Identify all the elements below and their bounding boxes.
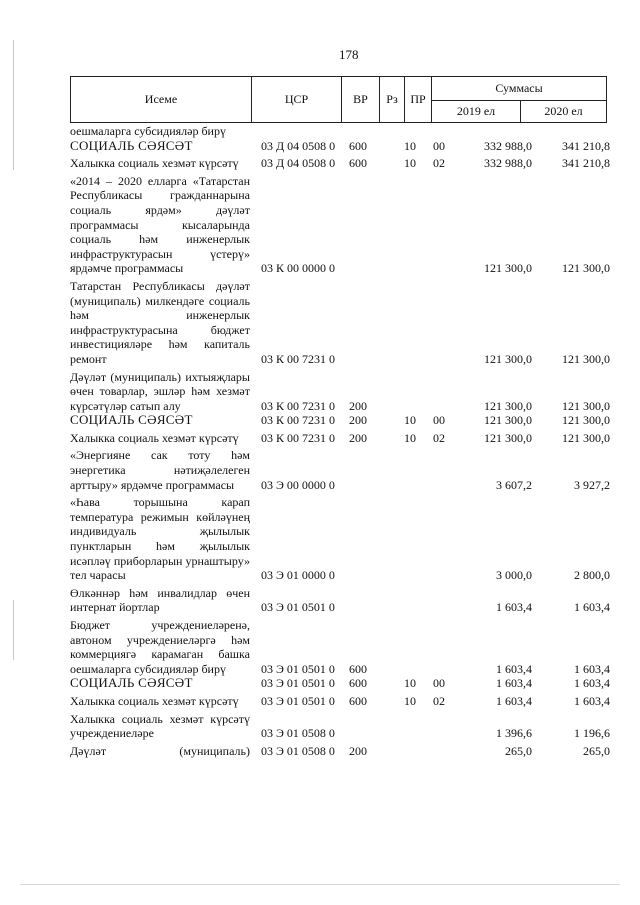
row-rz: 10 (404, 138, 416, 153)
row-name: Татарстан Республикасы дәүләт (муниципаль) милкендәге социаль һәм инженерлык инфраструктурасына бюджет инвестицияләре һәм капиталь ремонт (70, 278, 250, 366)
row-sum-2020: 341 210,8 (562, 156, 610, 171)
row-pr: 00 (433, 413, 445, 428)
row-csr: 03 Э 01 0508 0 (261, 726, 335, 741)
table-row (70, 431, 610, 446)
row-csr: 03 К 00 0000 0 (261, 261, 336, 276)
row-sum-2020: 1 603,4 (574, 661, 610, 676)
row-sum-2019: 1 603,4 (496, 661, 532, 676)
row-vr: 200 (349, 743, 367, 758)
table-row (70, 156, 610, 171)
row-sum-2020: 121 300,0 (562, 351, 610, 366)
row-csr: 03 К 00 7231 0 (261, 413, 336, 428)
row-vr: 600 (349, 676, 367, 691)
header-csr: ЦСР (252, 77, 342, 123)
scan-bottom-rule (20, 884, 620, 885)
row-name: Бюджет учреждениеләренә, автоном учреждениеләргә һәм коммерциягә карамаган башка оешмаларга субсидияләр бирү (70, 618, 250, 676)
row-sum-2020: 3 927,2 (574, 477, 610, 492)
row-name: Дәүләт (муниципаль) ихтыяҗлары өчен товарлар, эшләр һәм хезмәт күрсәтүләр сатып алу (70, 369, 250, 413)
header-year-2019: 2019 ел (432, 101, 521, 123)
row-sum-2020: 341 210,8 (562, 138, 610, 153)
row-sum-2019: 332 988,0 (484, 138, 532, 153)
row-name: Халыкка социаль хезмәт күрсәтү учреждениеләре (70, 711, 250, 741)
row-sum-2020: 121 300,0 (562, 430, 610, 445)
row-vr: 200 (349, 398, 367, 413)
page-number: 178 (339, 47, 359, 62)
row-name: Халыкка социаль хезмәт күрсәтү (70, 430, 239, 445)
row-name: СОЦИАЛЬ СӘЯСӘТ (70, 137, 193, 153)
row-sum-2019: 3 607,2 (496, 477, 532, 492)
row-sum-2020: 1 196,6 (574, 726, 610, 741)
row-rz: 10 (404, 156, 416, 171)
row-sum-2020: 265,0 (583, 743, 610, 758)
table-row (70, 370, 610, 414)
row-sum-2020: 1 603,4 (574, 693, 610, 708)
row-pr: 02 (433, 156, 445, 171)
row-name: СОЦИАЛЬ СӘЯСӘТ (70, 412, 193, 428)
row-sum-2019: 121 300,0 (484, 398, 532, 413)
row-sum-2019: 1 603,4 (496, 676, 532, 691)
row-csr: 03 Э 01 0501 0 (261, 600, 335, 615)
table-row (70, 448, 610, 492)
row-csr: 03 К 00 7231 0 (261, 430, 336, 445)
table-row (70, 495, 610, 583)
row-csr: 03 Э 01 0501 0 (261, 676, 335, 691)
row-rz: 10 (404, 430, 416, 445)
row-name: Өлкәннәр һәм инвалидлар өчен интернат йортлар (70, 585, 250, 615)
row-name: оешмаларга субсидияләр бирү (70, 124, 226, 138)
row-sum-2020: 121 300,0 (562, 261, 610, 276)
row-csr: 03 Э 01 0501 0 (261, 693, 335, 708)
row-pr: 00 (433, 138, 445, 153)
row-sum-2020: 1 603,4 (574, 600, 610, 615)
row-csr: 03 Э 01 0501 0 (261, 661, 335, 676)
row-sum-2019: 121 300,0 (484, 261, 532, 276)
table-row (70, 139, 610, 154)
row-sum-2019: 1 603,4 (496, 600, 532, 615)
table-row (70, 694, 610, 709)
row-sum-2019: 265,0 (505, 743, 532, 758)
header-name: Исеме (71, 77, 252, 123)
table-row (70, 124, 610, 139)
row-rz: 10 (404, 693, 416, 708)
table-row (70, 586, 610, 615)
row-sum-2020: 121 300,0 (562, 413, 610, 428)
row-rz: 10 (404, 676, 416, 691)
row-sum-2020: 2 800,0 (574, 568, 610, 583)
row-sum-2020: 121 300,0 (562, 398, 610, 413)
scan-margin-mark (13, 600, 14, 660)
header-sums: Суммасы (432, 77, 607, 101)
table-row (70, 744, 610, 759)
row-sum-2019: 332 988,0 (484, 156, 532, 171)
table-row (70, 279, 610, 367)
row-pr: 02 (433, 430, 445, 445)
row-vr: 200 (349, 413, 367, 428)
header-vr: ВР (342, 77, 380, 123)
row-name: «2014 – 2020 елларга «Татарстан Республикасы гражданнарына социаль ярдәм» дәүләт программасы кысаларында социаль һәм инженерлык инфраструктурасын үстерү» ярдәмче программасы (70, 173, 250, 276)
row-sum-2019: 121 300,0 (484, 413, 532, 428)
row-sum-2019: 1 396,6 (496, 726, 532, 741)
row-csr: 03 Э 01 0508 0 (261, 743, 335, 758)
row-vr: 600 (349, 156, 367, 171)
header-pr: ПР (405, 77, 432, 123)
row-csr: 03 Д 04 0508 0 (261, 138, 336, 153)
row-sum-2019: 3 000,0 (496, 568, 532, 583)
row-vr: 600 (349, 661, 367, 676)
row-vr: 600 (349, 693, 367, 708)
row-csr: 03 Д 04 0508 0 (261, 156, 336, 171)
row-name: «Энергияне сак тоту һәм энергетика нәтиҗәлелеген арттыру» ярдәмче программасы (70, 448, 250, 492)
scan-margin-mark (13, 40, 14, 170)
table-row (70, 174, 610, 276)
table-row (70, 712, 610, 741)
row-vr: 600 (349, 138, 367, 153)
row-sum-2020: 1 603,4 (574, 676, 610, 691)
row-vr: 200 (349, 430, 367, 445)
row-csr: 03 К 00 7231 0 (261, 351, 336, 366)
table-row (70, 413, 610, 428)
row-csr: 03 Э 00 0000 0 (261, 477, 335, 492)
row-pr: 00 (433, 676, 445, 691)
row-pr: 02 (433, 693, 445, 708)
budget-table-body (70, 124, 610, 758)
row-name: Халыкка социаль хезмәт күрсәтү (70, 156, 239, 171)
row-name: СОЦИАЛЬ СӘЯСӘТ (70, 675, 193, 691)
table-row (70, 676, 610, 691)
header-year-2020: 2020 ел (521, 101, 607, 123)
row-rz: 10 (404, 413, 416, 428)
row-sum-2019: 121 300,0 (484, 351, 532, 366)
header-rz: Рз (380, 77, 405, 123)
table-header (70, 76, 607, 123)
row-sum-2019: 121 300,0 (484, 430, 532, 445)
table-row (70, 618, 610, 676)
row-csr: 03 К 00 7231 0 (261, 398, 336, 413)
row-name: «Һава торышына карап температура режимын көйләүнең индивидуаль җылылык пунктларын һәм җылылык исәпләү приборларын урнаштыру» тел чарасы (70, 495, 250, 583)
row-name: Дәүләт (муниципаль) (70, 743, 250, 758)
row-name: Халыкка социаль хезмәт күрсәтү (70, 693, 239, 708)
row-sum-2019: 1 603,4 (496, 693, 532, 708)
row-csr: 03 Э 01 0000 0 (261, 568, 335, 583)
